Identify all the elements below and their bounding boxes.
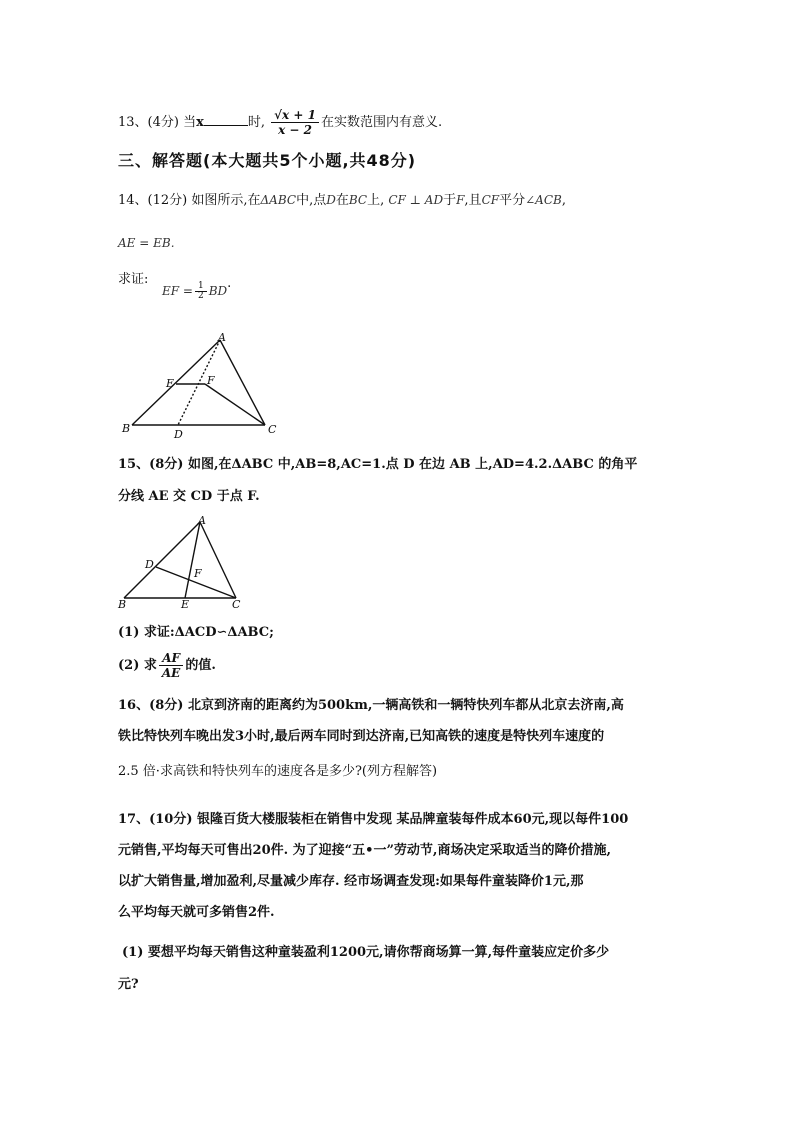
q15-frac-num: AF: [159, 651, 183, 666]
fig15-label-b: B: [118, 598, 127, 611]
question-13: [118, 108, 442, 137]
fig14-label-c: C: [268, 423, 277, 436]
question-14-line1: [118, 191, 566, 210]
q14-text-g: 平分: [499, 193, 526, 208]
q15-frac-den: AE: [161, 666, 181, 680]
q15-fraction: [159, 651, 183, 680]
q13-suffix: 在实数范围内有意义.: [320, 115, 443, 130]
q15-line2: 分线 AE 交 CD 于点 F.: [118, 489, 260, 504]
q14-prove: [162, 276, 232, 301]
figure-15: [112, 512, 252, 612]
q15-line1: 15、(8分) 如图,在ΔABC 中,AB=8,AC=1.点 D 在边 AB 上,AD=4.2.ΔABC 的角平: [118, 457, 638, 472]
q14-text-b: 中,点: [296, 193, 327, 208]
figure-14: [110, 328, 290, 443]
q14-half: [195, 282, 207, 301]
q16-line3: 2.5 倍·求高铁和特快列车的速度各是多少?(列方程解答): [118, 764, 438, 779]
q14-text-d: 上,: [367, 193, 385, 208]
section-title: 三、解答题(本大题共5个小题,共48分): [118, 151, 417, 170]
q16-line2: 铁比特快列车晚出发3小时,最后两车同时到达济南,已知高铁的速度是特快列车速度的: [118, 729, 605, 744]
q15-sub2: [118, 651, 216, 680]
q17-line4: 么平均每天就可多销售2件.: [118, 905, 275, 920]
q14-text-a: 14、(12分) 如图所示,在: [118, 193, 261, 208]
q14-prove-rhs: BD: [208, 284, 228, 298]
q14-text-f: ,且: [464, 193, 482, 208]
q14-half-den: 2: [197, 291, 204, 301]
q14-point-d: D: [326, 193, 336, 207]
fig14-label-e: E: [166, 377, 175, 390]
q17-line2: 元销售,平均每天可售出20件. 为了迎接“五•一”劳动节,商场决定采取适当的降价措施,: [118, 843, 611, 858]
q15-sub2-a: (2) 求: [118, 658, 157, 673]
q13-fraction: [271, 108, 319, 137]
fig14-label-f: F: [207, 374, 215, 387]
q13-mid: 时,: [247, 115, 265, 130]
q14-perp: CF ⊥ AD: [388, 193, 444, 207]
q14-segment: BC: [348, 193, 368, 207]
fig15-label-c: C: [232, 598, 241, 611]
q13-prefix: 13、(4分) 当: [118, 115, 197, 130]
q14-prove-end: .: [227, 276, 232, 291]
q17-sub1-line2: 元?: [118, 977, 139, 992]
fig15-label-a: A: [198, 514, 206, 527]
q17-sub1-line1: (1) 要想平均每天销售这种童装盈利1200元,请你帮商场算一算,每件童装应定价多少: [122, 945, 610, 960]
q14-angle: ∠ACB: [525, 193, 562, 207]
q14-prove-label: 求证:: [118, 272, 149, 287]
q14-point-f: F: [456, 193, 465, 207]
fig15-label-e: E: [181, 598, 190, 611]
q14-prove-lhs: EF =: [162, 284, 193, 298]
q14-text-h: ,: [561, 193, 566, 208]
fig14-label-a: A: [218, 331, 226, 344]
q14-half-num: 1: [195, 282, 207, 292]
q17-line3: 以扩大销售量,增加盈利,尽量减少库存. 经市场调查发现:如果每件童装降价1元,那: [118, 874, 584, 889]
q15-sub1: (1) 求证:ΔACD∽ΔABC;: [118, 625, 274, 640]
q14-line2: AE = EB.: [118, 236, 175, 250]
q15-sub2-b: 的值.: [185, 658, 216, 673]
q14-cf: CF: [481, 193, 500, 207]
fig15-label-f: F: [194, 567, 202, 580]
fig14-label-b: B: [122, 422, 131, 435]
q13-frac-den: x − 2: [278, 123, 312, 137]
q14-triangle: ΔABC: [260, 193, 297, 207]
q17-line1: 17、(10分) 银隆百货大楼服装柜在销售中发现 某品牌童装每件成本60元,现以每件100: [118, 812, 629, 827]
fig15-label-d: D: [145, 558, 154, 571]
q14-text-c: 在: [335, 193, 349, 208]
q13-blank: [204, 113, 248, 126]
q16-line1: 16、(8分) 北京到济南的距离约为500km,一辆高铁和一辆特快列车都从北京去济南,高: [118, 698, 624, 713]
q13-frac-num: √x + 1: [271, 108, 319, 123]
fig14-label-d: D: [174, 428, 183, 441]
q14-text-e: 于: [443, 193, 457, 208]
q13-var: x: [196, 115, 204, 130]
